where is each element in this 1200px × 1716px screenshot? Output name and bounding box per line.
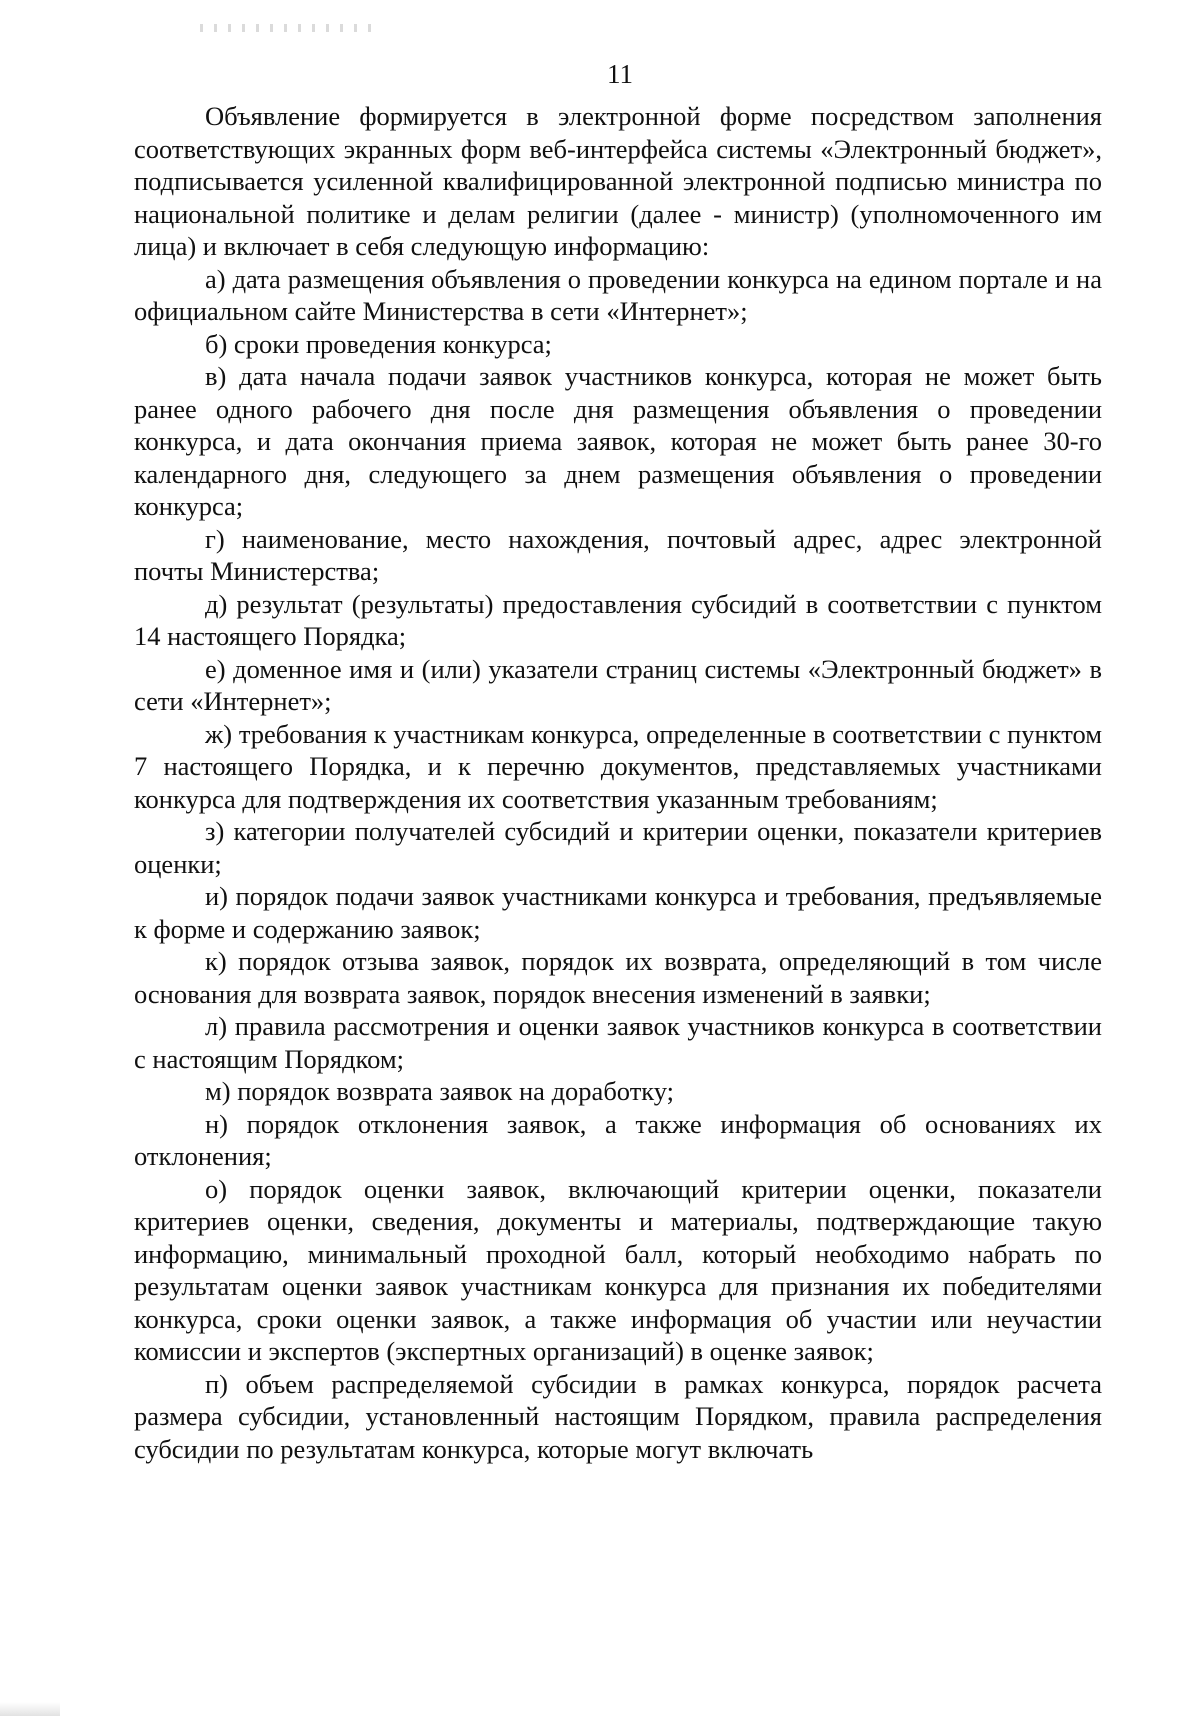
page-number: 11 — [607, 59, 633, 89]
list-item-d: д) результат (результаты) предоставления субсидий в соответствии с пунктом 14 настоящего Порядка; — [134, 588, 1102, 651]
list-item-a: а) дата размещения объявления о проведении конкурса на едином портале и на официальном сайте Министерства в сети «Интернет»; — [134, 263, 1102, 326]
list-item-zh: ж) требования к участникам конкурса, определенные в соответствии с пунктом 7 настоящего Порядка, и к перечню документов, представляемых участниками конкурса для подтверждения их соответствия указанным требованиям; — [134, 718, 1102, 814]
scan-artifact — [200, 24, 380, 32]
list-item-g: г) наименование, место нахождения, почтовый адрес, адрес электронной почты Министерства; — [134, 523, 1102, 586]
list-item-l: л) правила рассмотрения и оценки заявок участников конкурса в соответствии с настоящим Порядком; — [134, 1011, 1102, 1074]
scan-edge-artifact — [0, 1702, 60, 1716]
list-item-e: е) доменное имя и (или) указатели страниц системы «Электронный бюджет» в сети «Интернет»; — [134, 653, 1102, 716]
document-body — [134, 100, 1102, 1465]
paragraph-intro: Объявление формируется в электронной форме посредством заполнения соответствующих экранных форм веб-интерфейса системы «Электронный бюджет», подписывается усиленной квалифицированной электронной подписью министра по национальной политике и делам религии (далее - министр) (уполномоченного им лица) и включает в себя следующую информацию: — [134, 101, 1102, 261]
list-item-m: м) порядок возврата заявок на доработку; — [205, 1076, 675, 1106]
list-item-p: п) объем распределяемой субсидии в рамках конкурса, порядок расчета размера субсидии, установленный настоящим Порядком, правила распределения субсидии по результатам конкурса, которые могут включать — [134, 1368, 1102, 1464]
list-item-i: и) порядок подачи заявок участниками конкурса и требования, предъявляемые к форме и содержанию заявок; — [134, 881, 1102, 944]
list-item-b: б) сроки проведения конкурса; — [205, 328, 552, 359]
list-item-o: о) порядок оценки заявок, включающий критерии оценки, показатели критериев оценки, сведения, документы и материалы, подтверждающие такую информацию, минимальный проходной балл, который необходимо набрать по результатам оценки заявок участникам конкурса для признания их победителями конкурса, сроки оценки заявок, а также информация об участии или неучастии комиссии и экспертов (экспертных организаций) в оценке заявок; — [134, 1173, 1102, 1366]
list-item-z: з) категории получателей субсидий и критерии оценки, показатели критериев оценки; — [134, 816, 1102, 879]
list-item-k: к) порядок отзыва заявок, порядок их возврата, определяющий в том числе основания для возврата заявок, порядок внесения изменений в заявки; — [134, 946, 1102, 1009]
list-item-n: н) порядок отклонения заявок, а также информация об основаниях их отклонения; — [134, 1108, 1102, 1171]
list-item-v: в) дата начала подачи заявок участников конкурса, которая не может быть ранее одного рабочего дня после дня размещения объявления о проведении конкурса, и дата окончания приема заявок, которая не может быть ранее 30-го календарного дня, следующего за днем размещения объявления о проведении конкурса; — [134, 361, 1102, 521]
